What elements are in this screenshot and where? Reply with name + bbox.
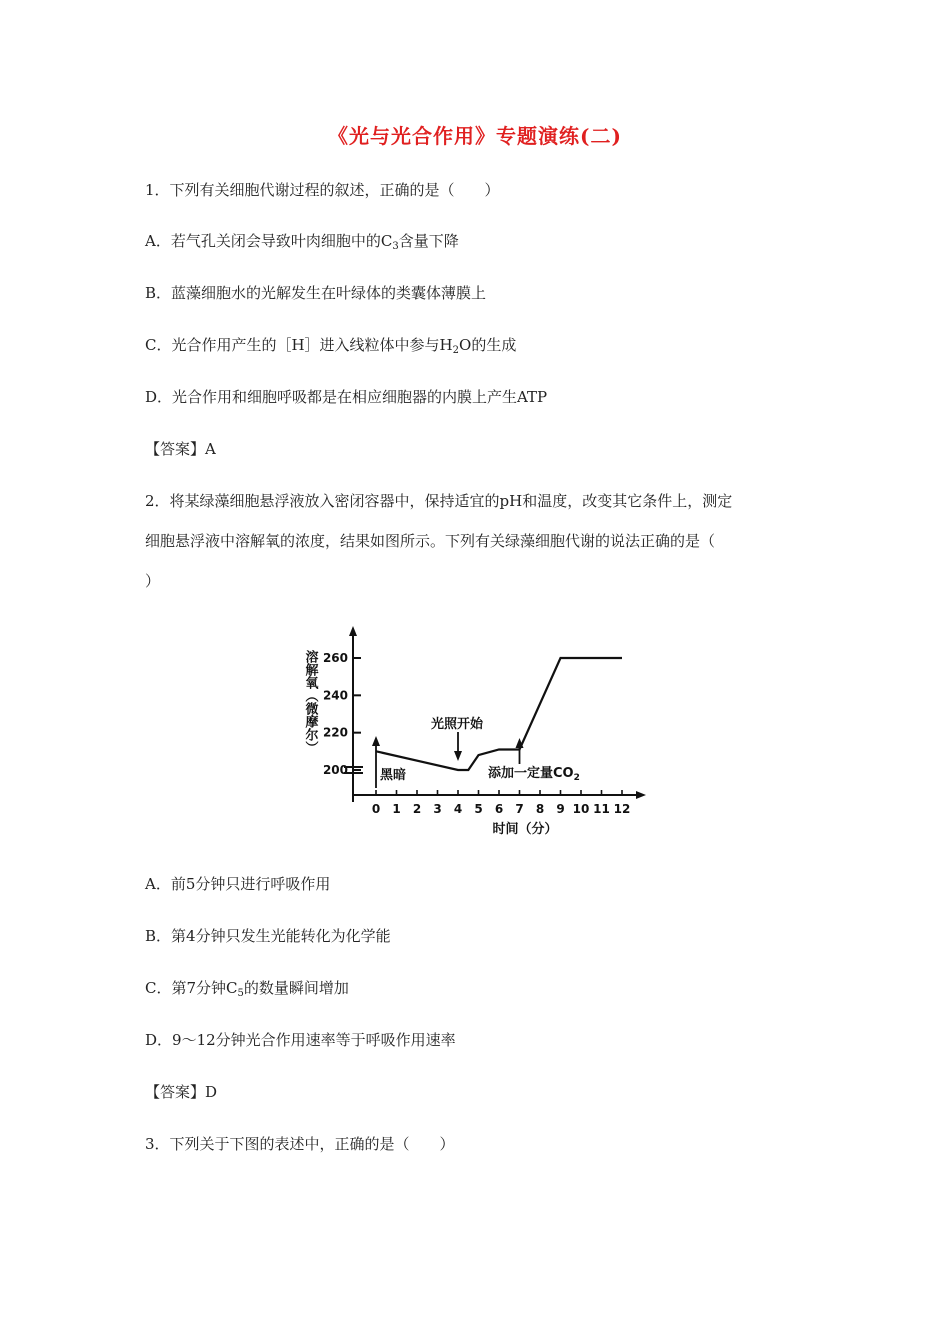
x-tick-label: 4 — [453, 802, 463, 816]
q2-stem-line3: ） — [145, 572, 161, 590]
x-tick-label: 8 — [535, 802, 545, 816]
y-axis-title: 溶解氧（微摩尔） — [302, 650, 318, 754]
oxygen-series-line — [376, 658, 622, 770]
y-tick-label: 240 — [322, 688, 348, 703]
q1-option-b: B．蓝藻细胞水的光解发生在叶绿体的类囊体薄膜上 — [145, 284, 487, 302]
q1-answer: 【答案】A — [145, 440, 216, 458]
x-tick-label: 11 — [593, 802, 610, 816]
x-tick-label: 9 — [556, 802, 565, 816]
dissolved-oxygen-chart — [290, 620, 660, 845]
co2-subscript: 2 — [573, 773, 580, 783]
y-tick-label: 220 — [322, 725, 348, 740]
x-tick-label: 5 — [474, 802, 483, 816]
co2-label: 添加一定量$CO_2$ — [488, 766, 580, 783]
q2-answer: 【答案】D — [145, 1083, 218, 1101]
q1-option-c: C．光合作用产生的［H］进入线粒体中参与$H_2O$的生成 — [145, 336, 517, 356]
x-tick-label: 7 — [515, 802, 524, 816]
dark-label: 黑暗 — [380, 768, 407, 783]
q2-option-c: C．第7分钟$C_5$的数量瞬间增加 — [145, 979, 349, 999]
q1-option-d: D．光合作用和细胞呼吸都是在相应细胞器的内膜上产生ATP — [145, 388, 548, 406]
x-tick-label: 3 — [433, 802, 442, 816]
q1-stem: 1．下列有关细胞代谢过程的叙述，正确的是（ ） — [145, 181, 500, 199]
x-tick-label: 6 — [494, 802, 504, 816]
dark-arrowhead — [372, 736, 380, 746]
x-axis-title: 时间（分） — [492, 822, 558, 837]
y-tick-label: 200 — [322, 763, 348, 777]
q3-stem: 3．下列关于下图的表述中，正确的是（ ） — [145, 1135, 455, 1153]
x-tick-label: 10 — [572, 802, 590, 816]
q2-option-d: D．9～12分钟光合作用速率等于呼吸作用速率 — [145, 1031, 456, 1049]
q2-option-b: B．第4分钟只发生光能转化为化学能 — [145, 927, 391, 945]
y-tick-label: 260 — [322, 651, 348, 665]
q1-option-a: A．若气孔关闭会导致叶肉细胞中的$C_3$含量下降 — [145, 232, 459, 252]
x-tick-label: 1 — [392, 802, 401, 816]
q2-option-a: A．前5分钟只进行呼吸作用 — [145, 875, 331, 893]
page-title: 《光与光合作用》专题演练(二) — [328, 124, 622, 148]
y-axis-arrow — [349, 626, 357, 636]
light-arrowhead — [454, 751, 462, 761]
q2-stem-line1: 2．将某绿藻细胞悬浮液放入密闭容器中，保持适宜的pH和温度，改变其它条件上，测定 — [145, 492, 733, 510]
x-tick-label: 12 — [613, 802, 631, 816]
q2-stem-line2: 细胞悬浮液中溶解氧的浓度，结果如图所示。下列有关绿藻细胞代谢的说法正确的是（ — [145, 532, 716, 550]
x-tick-label: 2 — [412, 802, 422, 816]
x-axis-arrow — [636, 791, 646, 799]
light-start-label: 光照开始 — [430, 717, 484, 732]
x-tick-label: 0 — [371, 802, 381, 816]
